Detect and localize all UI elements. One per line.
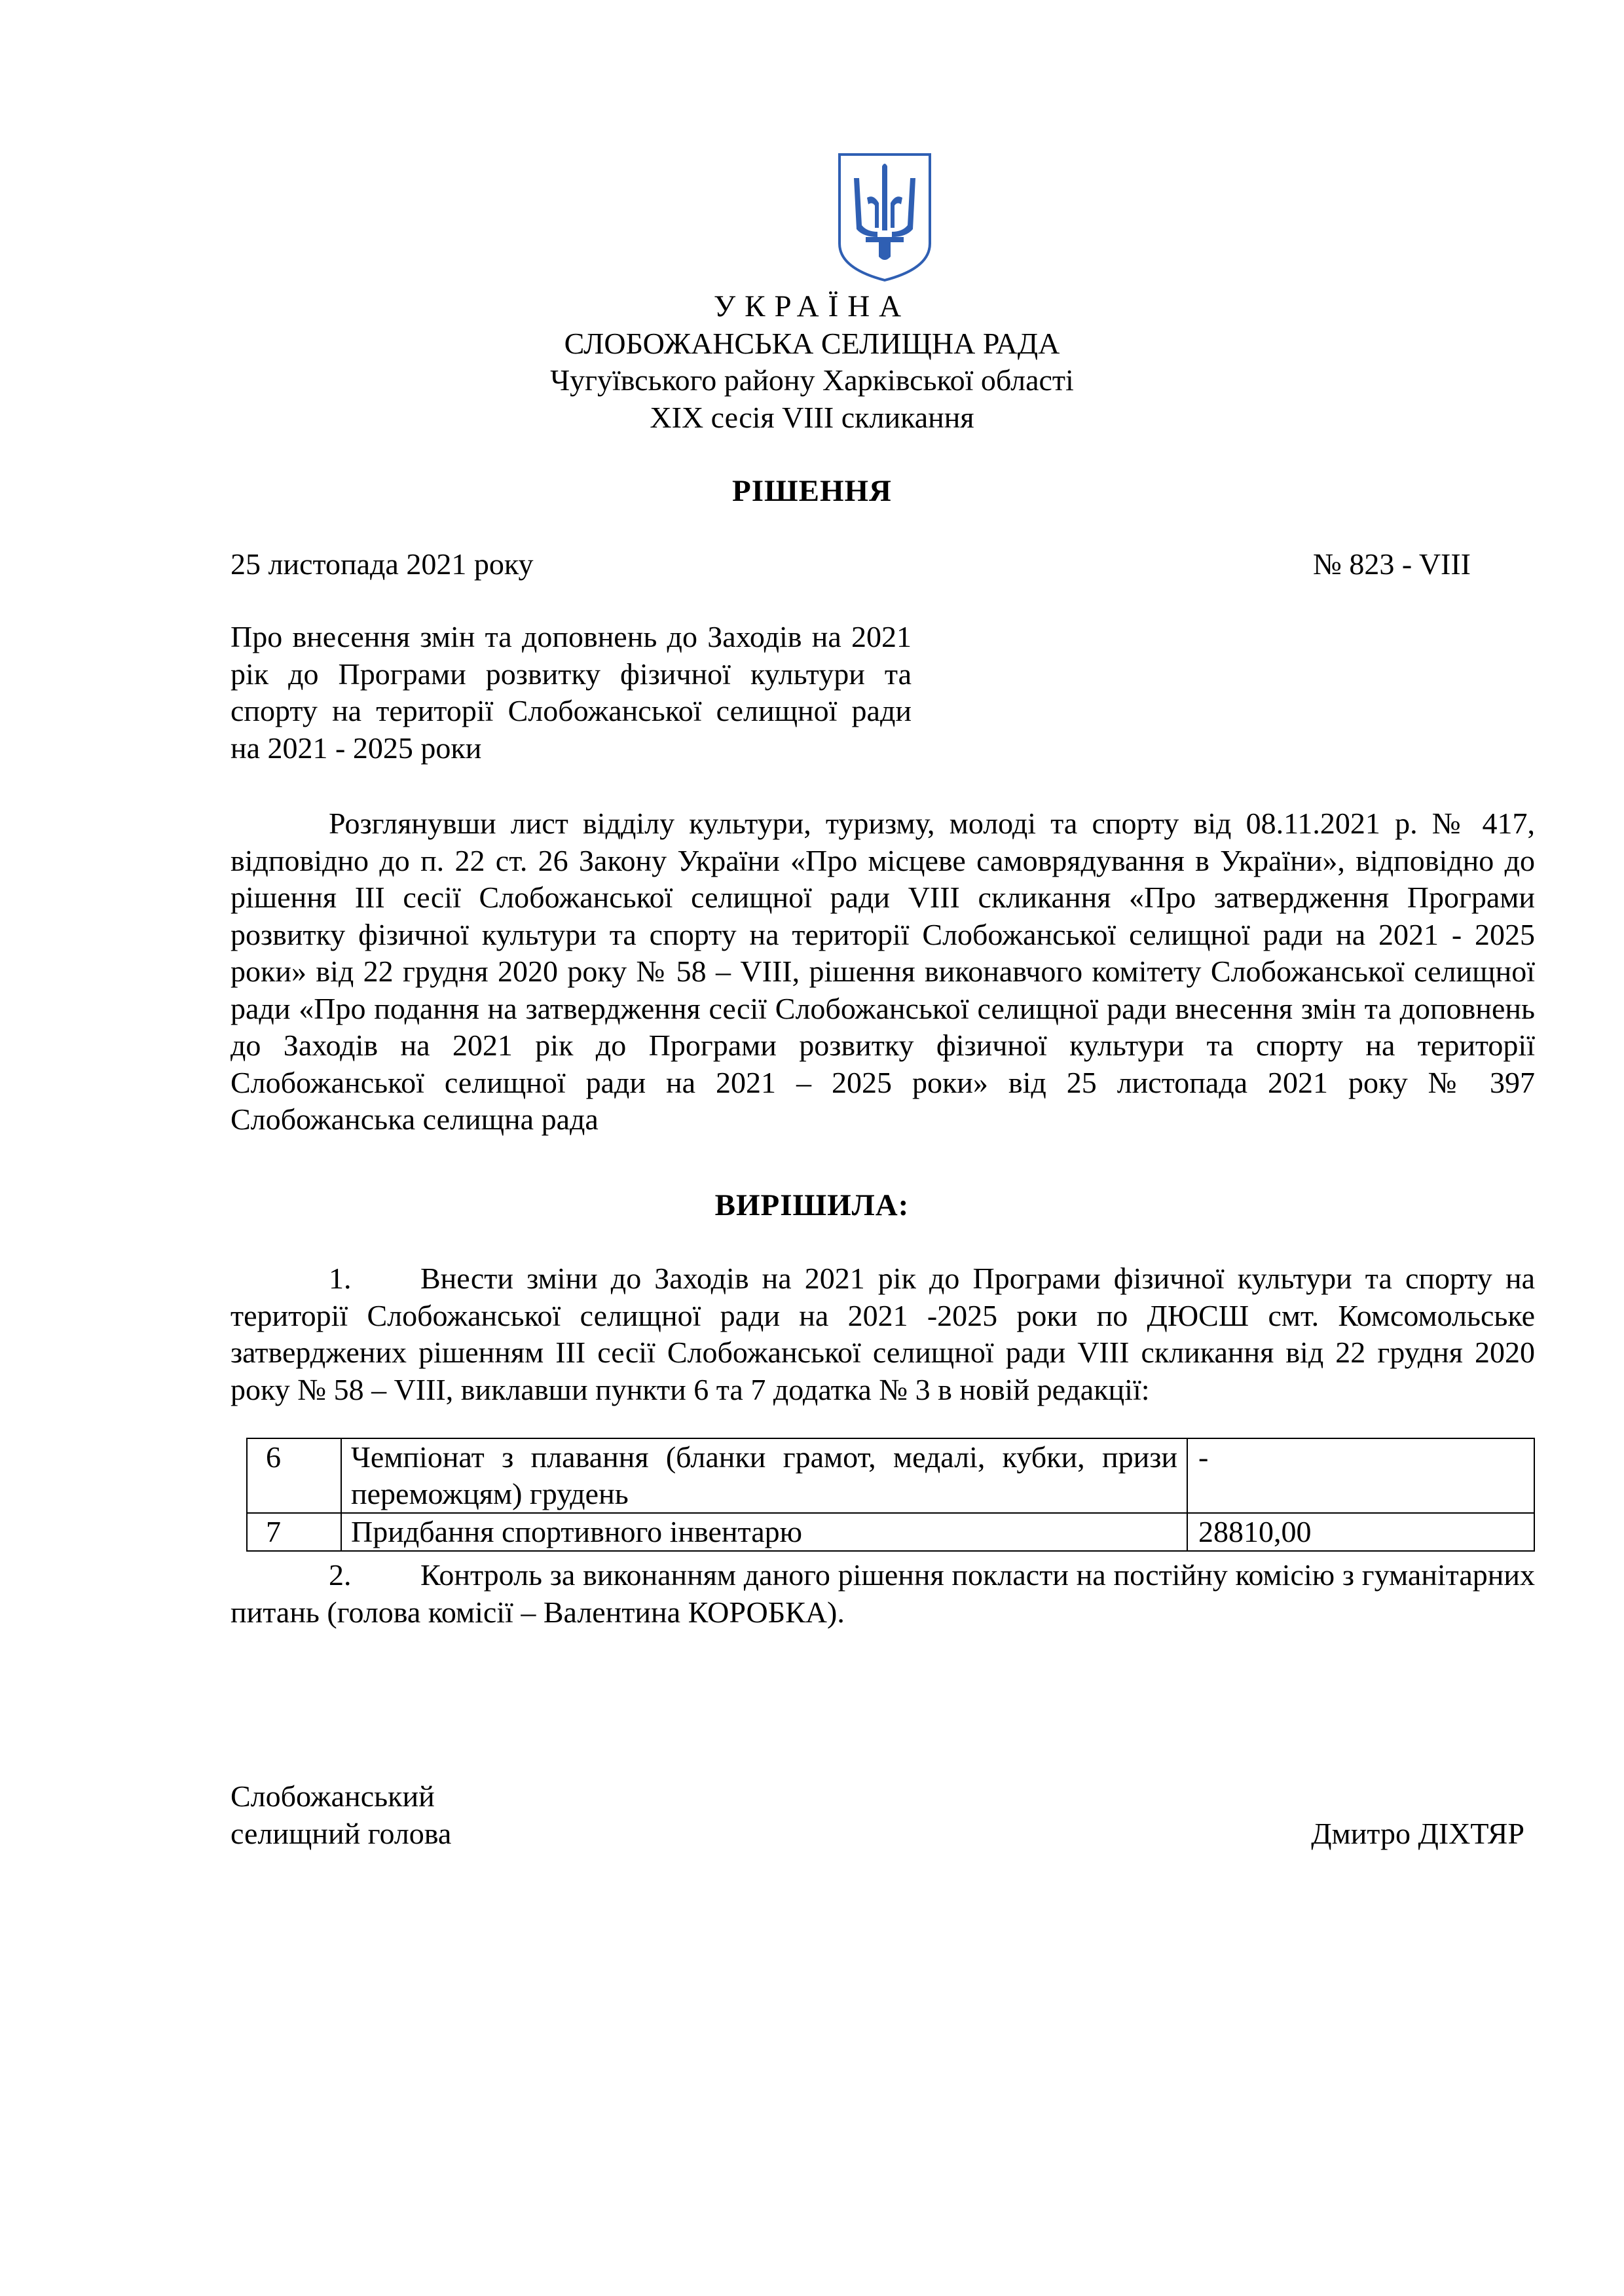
preamble-paragraph: Розглянувши лист відділу культури, туризму, молоді та спорту від 08.11.2021 р. № 417, відповідно до п. 22 ст. 26 Закону України «Про місцеве самоврядування в України», відповідно до рішення ІІІ сесії Слобожанської селищної ради VIII скликання «Про затвердження Програми розвитку фізичної культури та спорту на території Слобожанської селищної ради на 2021 - 2025 роки» від 22 грудня 2020 року № 58 – VIII, рішення виконавчого комітету Слобожанської селищної ради «Про подання на затвердження сесії Слобожанської селищної ради внесення змін та доповнень до Заходів на 2021 рік до Програми розвитку фізичної культури та спорту на території Слобожанської селищної ради на 2021 – 2025 роки» від 25 листопада 2021 року № 397 Слобожанська селищна рада xyxy=(231,807,1535,1136)
point-number: 1. xyxy=(329,1262,352,1295)
amendments-table xyxy=(246,1438,1535,1552)
point-text: Контроль за виконанням даного рішення покласти на постійну комісію з гуманітарних питань (голова комісії – Валентина КОРОБКА). xyxy=(231,1558,1535,1629)
decision-point-2 xyxy=(231,1557,1535,1631)
decision-subject: Про внесення змін та доповнень до Заходів на 2021 рік до Програми розвитку фізичної культури та спорту на території Слобожанської селищної ради на 2021 - 2025 роки xyxy=(231,620,912,765)
signatory-name: Дмитро ДІХТЯР xyxy=(1311,1817,1524,1850)
document-type-title: РІШЕННЯ xyxy=(731,474,893,508)
decision-point-1 xyxy=(231,1260,1535,1408)
decision-number: № 823 - VIII xyxy=(1312,547,1471,581)
ukraine-trident-coat-of-arms-icon xyxy=(836,152,934,283)
decision-date: 25 листопада 2021 року xyxy=(231,547,534,581)
district-name: Чугуївського району Харківської області xyxy=(550,363,1074,397)
row-sum-cell: 28810,00 xyxy=(1187,1513,1534,1551)
row-name-cell: Придбання спортивного інвентарю xyxy=(341,1513,1187,1551)
signatory-position-line-1: Слобожанський xyxy=(231,1779,435,1813)
row-number-cell: 7 xyxy=(247,1513,341,1551)
country-heading: УКРАЇНА xyxy=(713,289,911,323)
table-row xyxy=(247,1513,1534,1551)
council-name: СЛОБОЖАНСЬКА СЕЛИЩНА РАДА xyxy=(564,327,1060,360)
decided-heading: ВИРІШИЛА: xyxy=(714,1188,910,1222)
table-row xyxy=(247,1438,1534,1513)
signatory-position-line-2: селищний голова xyxy=(231,1817,452,1850)
row-sum-cell: - xyxy=(1187,1438,1534,1513)
row-number-cell: 6 xyxy=(247,1438,341,1513)
point-text: Внести зміни до Заходів на 2021 рік до Програми фізичної культури та спорту на території Слобожанської селищної ради на 2021 -2025 роки по ДЮСШ смт. Комсомольське затверджених рішенням ІІІ сесії Слобожанської селищної ради VIII скликання від 22 грудня 2020 року № 58 – VIII, виклавши пункти 6 та 7 додатка № 3 в новій редакції: xyxy=(231,1262,1535,1406)
session-line: XIX сесія VIII скликання xyxy=(650,401,974,434)
point-number: 2. xyxy=(329,1558,352,1592)
row-name-cell: Чемпіонат з плавання (бланки грамот, медалі, кубки, призи переможцям) грудень xyxy=(341,1438,1187,1513)
